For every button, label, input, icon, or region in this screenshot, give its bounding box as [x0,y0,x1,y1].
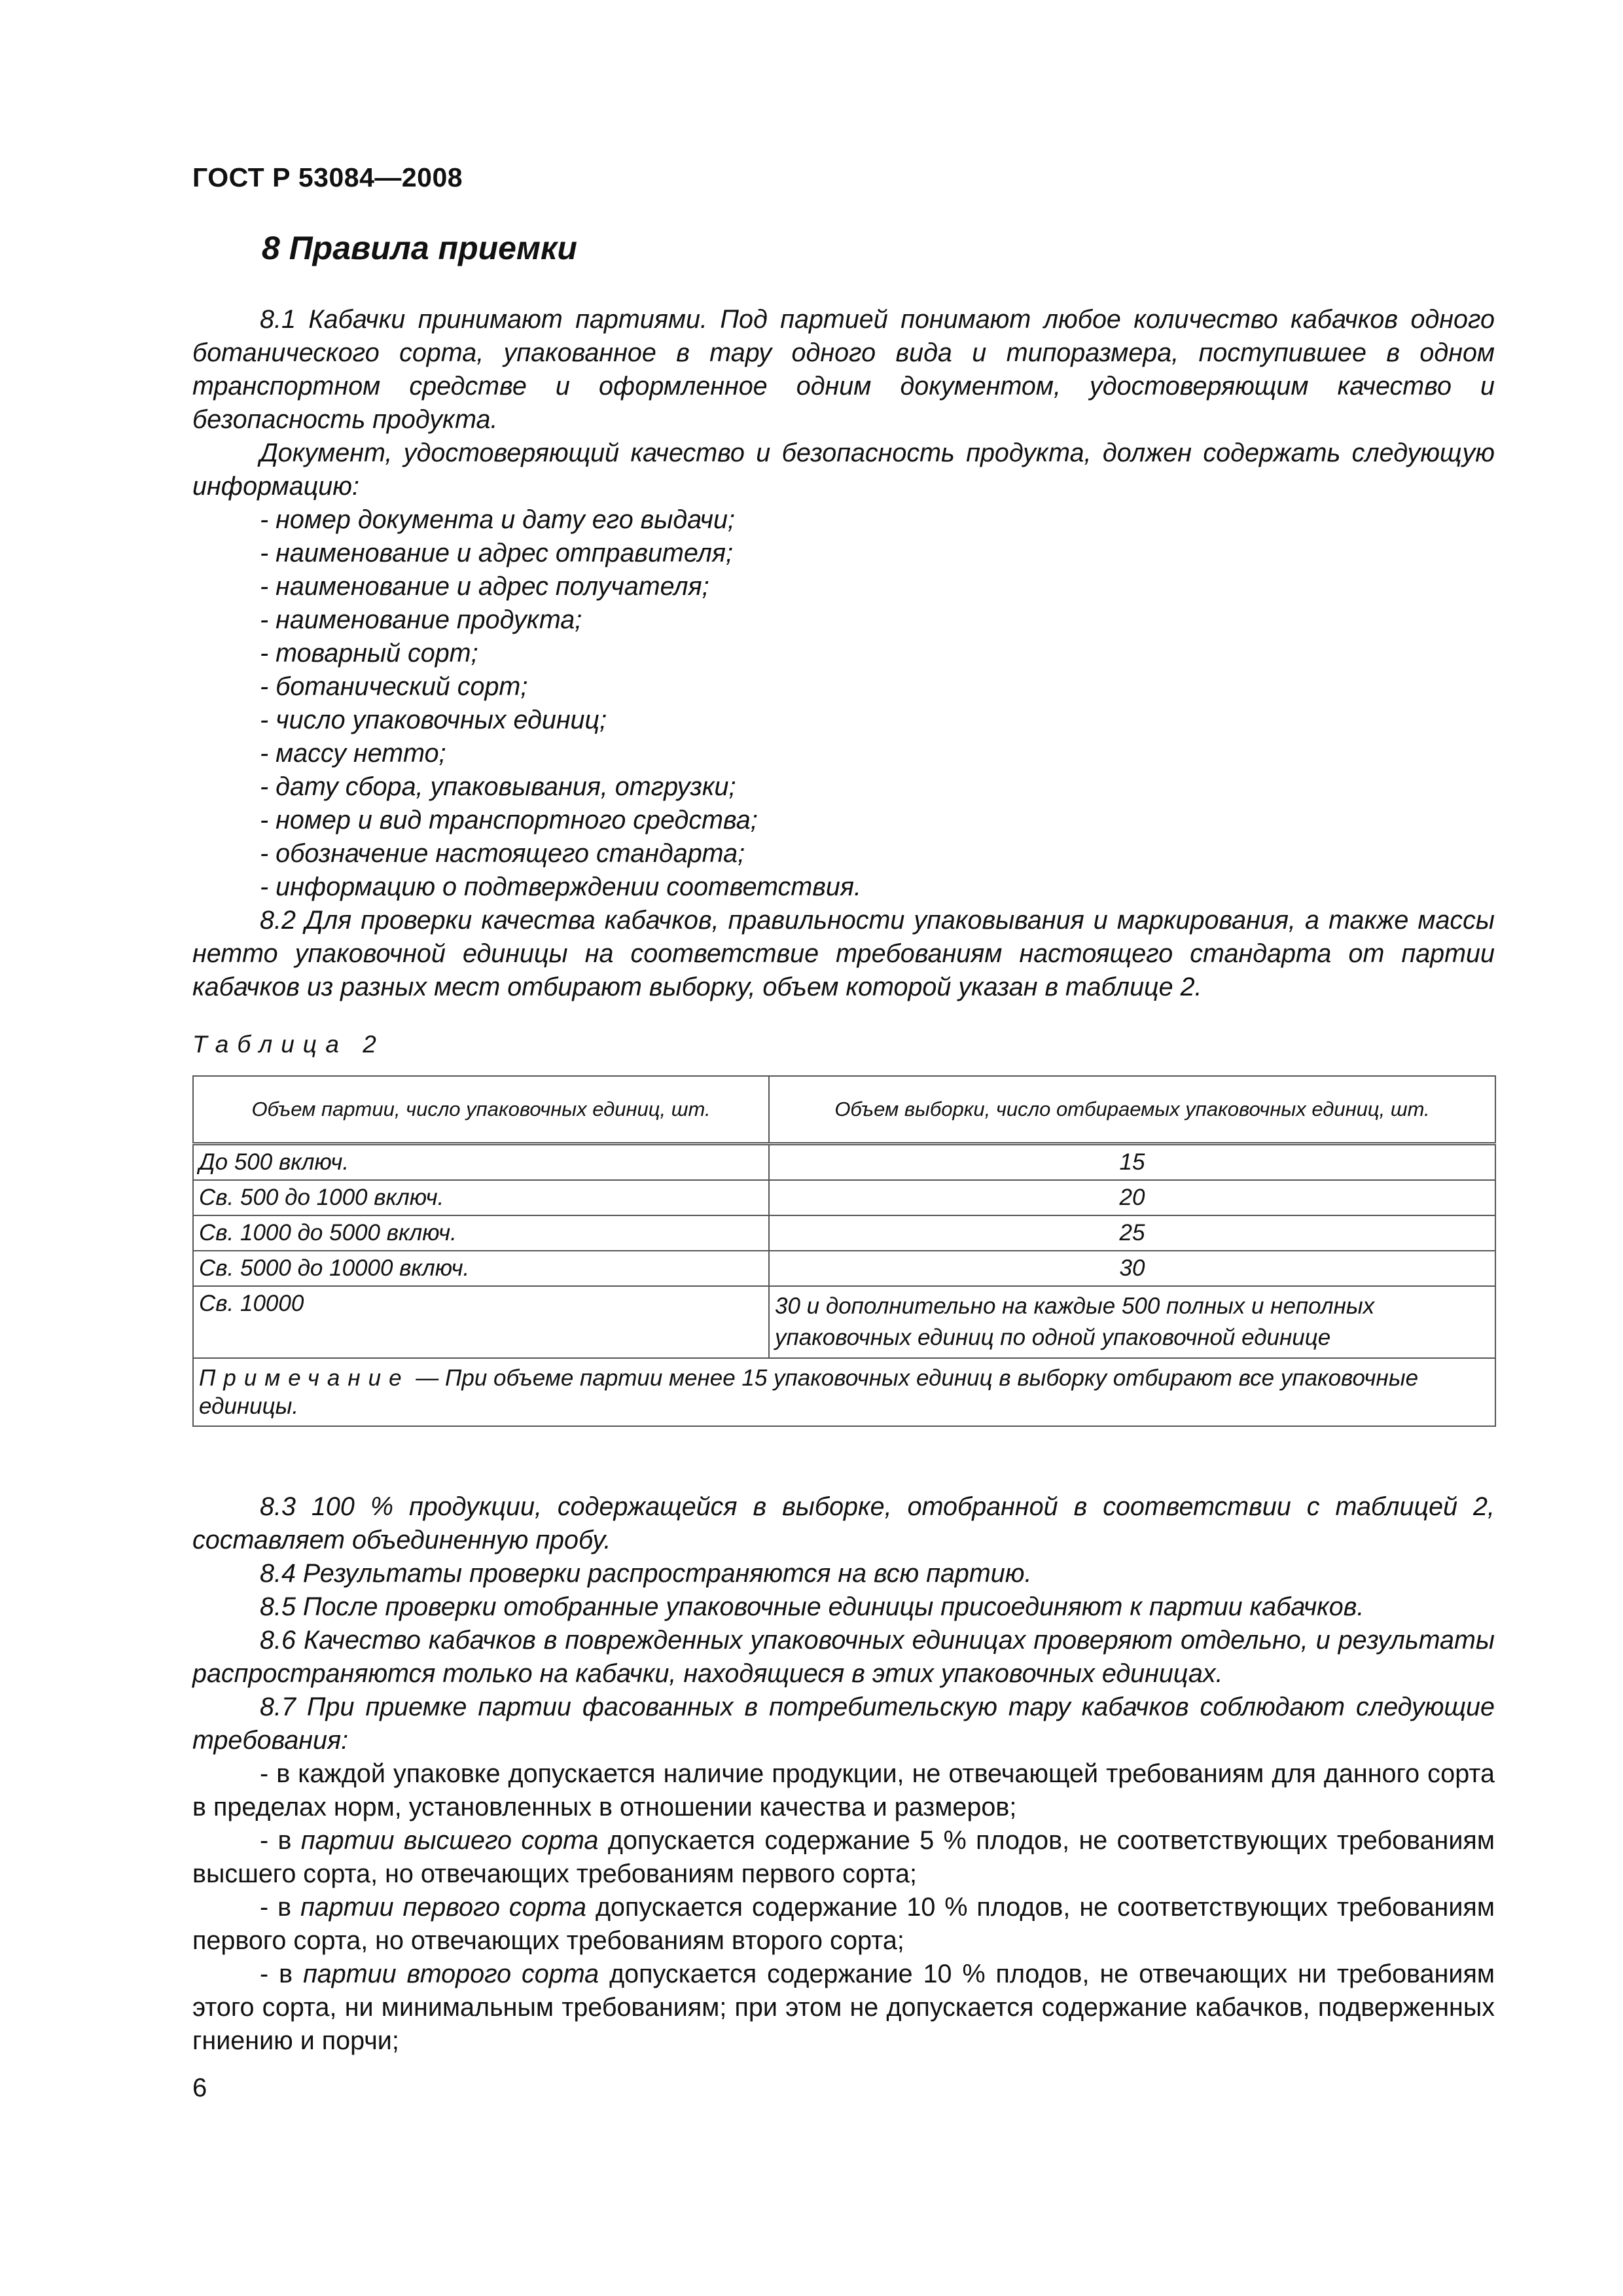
list-item: - число упаковочных единиц; [260,706,607,734]
sample-size-table [192,1075,1496,1427]
section-text-top [192,303,1495,1004]
lot-size-cell: Св. 1000 до 5000 включ. [193,1215,769,1251]
column-header-lot-size: Объем партии, число упаковочных единиц, шт. [193,1076,769,1144]
list-item: - обозначение настоящего стандарта; [260,839,745,868]
list-item: - информацию о подтверждении соответствия. [260,872,861,901]
requirement-prefix: - в [260,1893,301,1922]
paragraph-8-1: 8.1 Кабачки принимают партиями. Под партией понимают любое количество кабачков одного ботанического сорта, упакованное в тару одного вида и типоразмера, поступившее в одном транспортном средстве и оформленное одним документом, удостоверяющим качество и безопасность продукта. [192,305,1495,434]
list-item: - номер документа и дату его выдачи; [260,505,735,534]
table-row [193,1251,1495,1286]
list-item: - наименование и адрес отправителя; [260,539,733,567]
paragraph-8-6: 8.6 Качество кабачков в поврежденных упаковочных единицах проверяют отдельно, и результаты распространяются только на кабачки, находящиеся в этих упаковочных единицах. [192,1626,1495,1688]
lot-size-cell: Св. 5000 до 10000 включ. [193,1251,769,1286]
requirement-prefix: - в [260,1826,301,1855]
paragraph-8-4: 8.4 Результаты проверки распространяются на всю партию. [260,1559,1032,1588]
table-row [193,1215,1495,1251]
requirement-item: - в каждой упаковке допускается наличие продукции, не отвечающей требованиям для данного сорта в пределах норм, установленных в отношении качества и размеров; [192,1759,1495,1821]
requirement-item-second-grade [192,1958,1495,2058]
paragraph-8-5: 8.5 После проверки отобранные упаковочные единицы присоединяют к партии кабачков. [260,1592,1364,1621]
sample-size-cell: 15 [769,1144,1495,1181]
requirement-text: допускается содержание 10 % плодов, не соответствующих требованиям первого сорта, но отвечающих требованиям второго сорта; [192,1893,1495,1955]
table-note-text: — При объеме партии менее 15 упаковочных единиц в выборку отбирают все упаковочные единицы. [199,1365,1419,1419]
requirement-item-first-grade [192,1891,1495,1958]
table-row [193,1286,1495,1358]
table-note-row [193,1358,1495,1426]
requirement-emphasis: партии второго сорта [303,1960,599,1988]
section-text-bottom [192,1490,1495,2058]
table-note [193,1358,1495,1426]
sample-size-cell: 30 и дополнительно на каждые 500 полных и неполных упаковочных единиц по одной упаковочной единице [769,1286,1495,1358]
standard-code: ГОСТ Р 53084—2008 [192,162,463,192]
lot-size-cell: Св. 10000 [193,1286,769,1358]
table-note-label: Примечание [199,1365,410,1391]
requirement-text: допускается содержание 10 % плодов, не отвечающих ни требованиям этого сорта, ни минимальным требованиям; при этом не допускается содержание кабачков, подверженных гниению и порчи; [192,1960,1495,2055]
list-item: - номер и вид транспортного средства; [260,806,758,834]
list-item: - товарный сорт; [260,639,478,668]
list-item: - наименование продукта; [260,605,582,634]
requirement-emphasis: партии высшего сорта [300,1826,599,1855]
lot-size-cell: До 500 включ. [193,1144,769,1181]
paragraph-8-3: 8.3 100 % продукции, содержащейся в выборке, отобранной в соответствии с таблицей 2, составляет объединенную пробу. [192,1492,1495,1554]
document-info-intro: Документ, удостоверяющий качество и безопасность продукта, должен содержать следующую информацию: [192,439,1495,501]
list-item: - массу нетто; [260,739,446,768]
sample-size-cell: 25 [769,1215,1495,1251]
page-number: 6 [192,2073,207,2102]
paragraph-8-7: 8.7 При приемке партии фасованных в потребительскую тару кабачков соблюдают следующие требования: [192,1693,1495,1755]
lot-size-cell: Св. 500 до 1000 включ. [193,1180,769,1215]
list-item: - наименование и адрес получателя; [260,572,709,601]
list-item: - ботанический сорт; [260,672,528,701]
list-item: - дату сбора, упаковывания, отгрузки; [260,772,736,801]
table-caption: Таблица 2 [192,1031,385,1058]
requirement-prefix: - в [260,1960,304,1988]
section-title: 8 Правила приемки [262,230,577,266]
requirement-text: допускается содержание 5 % плодов, не соответствующих требованиям высшего сорта, но отвечающих требованиям первого сорта; [192,1826,1495,1888]
sample-size-cell: 30 [769,1251,1495,1286]
paragraph-8-2: 8.2 Для проверки качества кабачков, правильности упаковывания и маркирования, а также массы нетто упаковочной единицы на соответствие требованиям настоящего стандарта от партии кабачков из разных мест отбирают выборку, объем которой указан в таблице 2. [192,906,1495,1001]
sample-size-cell: 20 [769,1180,1495,1215]
column-header-sample-size: Объем выборки, число отбираемых упаковочных единиц, шт. [769,1076,1495,1144]
requirement-item-highest-grade [192,1824,1495,1891]
table-row [193,1144,1495,1181]
table-row [193,1180,1495,1215]
table-header-row [193,1076,1495,1144]
requirement-emphasis: партии первого сорта [300,1893,587,1922]
